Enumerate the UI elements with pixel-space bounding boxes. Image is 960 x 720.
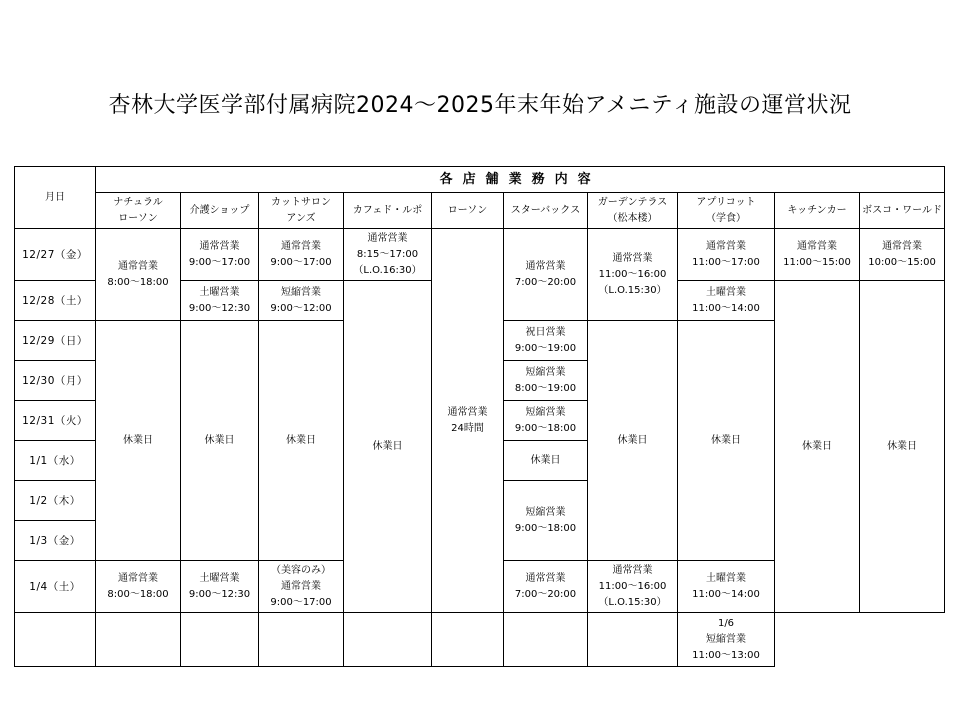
page-title: 杏林大学医学部付属病院2024～2025年末年始アメニティ施設の運営状況 bbox=[108, 93, 852, 118]
schedule-cell: 1/6 短縮営業 11:00～13:00 bbox=[678, 613, 775, 667]
column-header-care-shop: 介護ショップ bbox=[181, 193, 259, 229]
column-header-starbucks: スターバックス bbox=[504, 193, 588, 229]
column-header-apricot: アプリコット （学食） bbox=[678, 193, 775, 229]
schedule-cell: 休業日 bbox=[860, 281, 945, 613]
date-cell: 1/4（土） bbox=[15, 561, 96, 613]
schedule-cell: 土曜営業 11:00～14:00 bbox=[678, 281, 775, 321]
schedule-cell: 土曜営業 11:00～14:00 bbox=[678, 561, 775, 613]
schedule-cell: 通常営業 8:15～17:00 （L.O.16:30） bbox=[344, 229, 432, 281]
schedule-cell: 休業日 bbox=[504, 441, 588, 481]
schedule-cell: 通常営業 11:00～16:00 （L.O.15:30） bbox=[588, 229, 678, 321]
date-cell: 12/27（金） bbox=[15, 229, 96, 281]
schedule-cell: （美容のみ） 通常営業 9:00～17:00 bbox=[259, 561, 344, 613]
schedule-cell: 通常営業 7:00～20:00 bbox=[504, 561, 588, 613]
store-operations-header: 各店舗業務内容 bbox=[96, 167, 945, 193]
schedule-cell: 休業日 bbox=[588, 321, 678, 561]
schedule-cell: 短縮営業 9:00～18:00 bbox=[504, 401, 588, 441]
schedule-cell: 休業日 bbox=[181, 321, 259, 561]
schedule-cell bbox=[344, 613, 432, 667]
column-header-garden-terrace: ガーデンテラス （松本楼） bbox=[588, 193, 678, 229]
column-header-bosco-world: ボスコ・ワールド bbox=[860, 193, 945, 229]
schedule-cell: 短縮営業 9:00～18:00 bbox=[504, 481, 588, 561]
schedule-cell: 短縮営業 9:00～12:00 bbox=[259, 281, 344, 321]
schedule-cell bbox=[96, 613, 181, 667]
schedule-cell: 土曜営業 9:00～12:30 bbox=[181, 281, 259, 321]
schedule-cell: 通常営業 11:00～16:00 （L.O.15:30） bbox=[588, 561, 678, 613]
schedule-cell: 通常営業 8:00～18:00 bbox=[96, 561, 181, 613]
schedule-cell bbox=[181, 613, 259, 667]
schedule-cell: 短縮営業 8:00～19:00 bbox=[504, 361, 588, 401]
date-cell: 1/1（水） bbox=[15, 441, 96, 481]
schedule-cell: 休業日 bbox=[775, 281, 860, 613]
date-cell: 12/28（土） bbox=[15, 281, 96, 321]
schedule-table bbox=[14, 166, 945, 667]
schedule-cell bbox=[504, 613, 588, 667]
schedule-cell: 通常営業 8:00～18:00 bbox=[96, 229, 181, 321]
date-cell bbox=[15, 613, 96, 667]
column-header-kitchen-car: キッチンカー bbox=[775, 193, 860, 229]
schedule-cell: 通常営業 9:00～17:00 bbox=[181, 229, 259, 281]
column-header-cut-salon: カットサロン アンズ bbox=[259, 193, 344, 229]
schedule-cell bbox=[432, 613, 504, 667]
schedule-cell: 土曜営業 9:00～12:30 bbox=[181, 561, 259, 613]
schedule-cell: 通常営業 10:00～15:00 bbox=[860, 229, 945, 281]
date-cell: 1/3（金） bbox=[15, 521, 96, 561]
schedule-cell: 休業日 bbox=[259, 321, 344, 561]
schedule-cell: 休業日 bbox=[678, 321, 775, 561]
schedule-cell bbox=[259, 613, 344, 667]
column-header-lawson: ローソン bbox=[432, 193, 504, 229]
schedule-cell: 通常営業 9:00～17:00 bbox=[259, 229, 344, 281]
schedule-cell: 通常営業 24時間 bbox=[432, 229, 504, 613]
schedule-cell: 休業日 bbox=[344, 281, 432, 613]
column-header-cafe-repos: カフェド・ルポ bbox=[344, 193, 432, 229]
schedule-cell: 休業日 bbox=[96, 321, 181, 561]
schedule-cell: 通常営業 11:00～17:00 bbox=[678, 229, 775, 281]
date-cell: 12/29（日） bbox=[15, 321, 96, 361]
month-day-header: 月日 bbox=[15, 167, 96, 229]
schedule-cell: 祝日営業 9:00～19:00 bbox=[504, 321, 588, 361]
schedule-cell: 通常営業 11:00～15:00 bbox=[775, 229, 860, 281]
column-header-natural-lawson: ナチュラル ローソン bbox=[96, 193, 181, 229]
schedule-cell: 通常営業 7:00～20:00 bbox=[504, 229, 588, 321]
date-cell: 12/31（火） bbox=[15, 401, 96, 441]
schedule-cell bbox=[588, 613, 678, 667]
date-cell: 12/30（月） bbox=[15, 361, 96, 401]
date-cell: 1/2（木） bbox=[15, 481, 96, 521]
